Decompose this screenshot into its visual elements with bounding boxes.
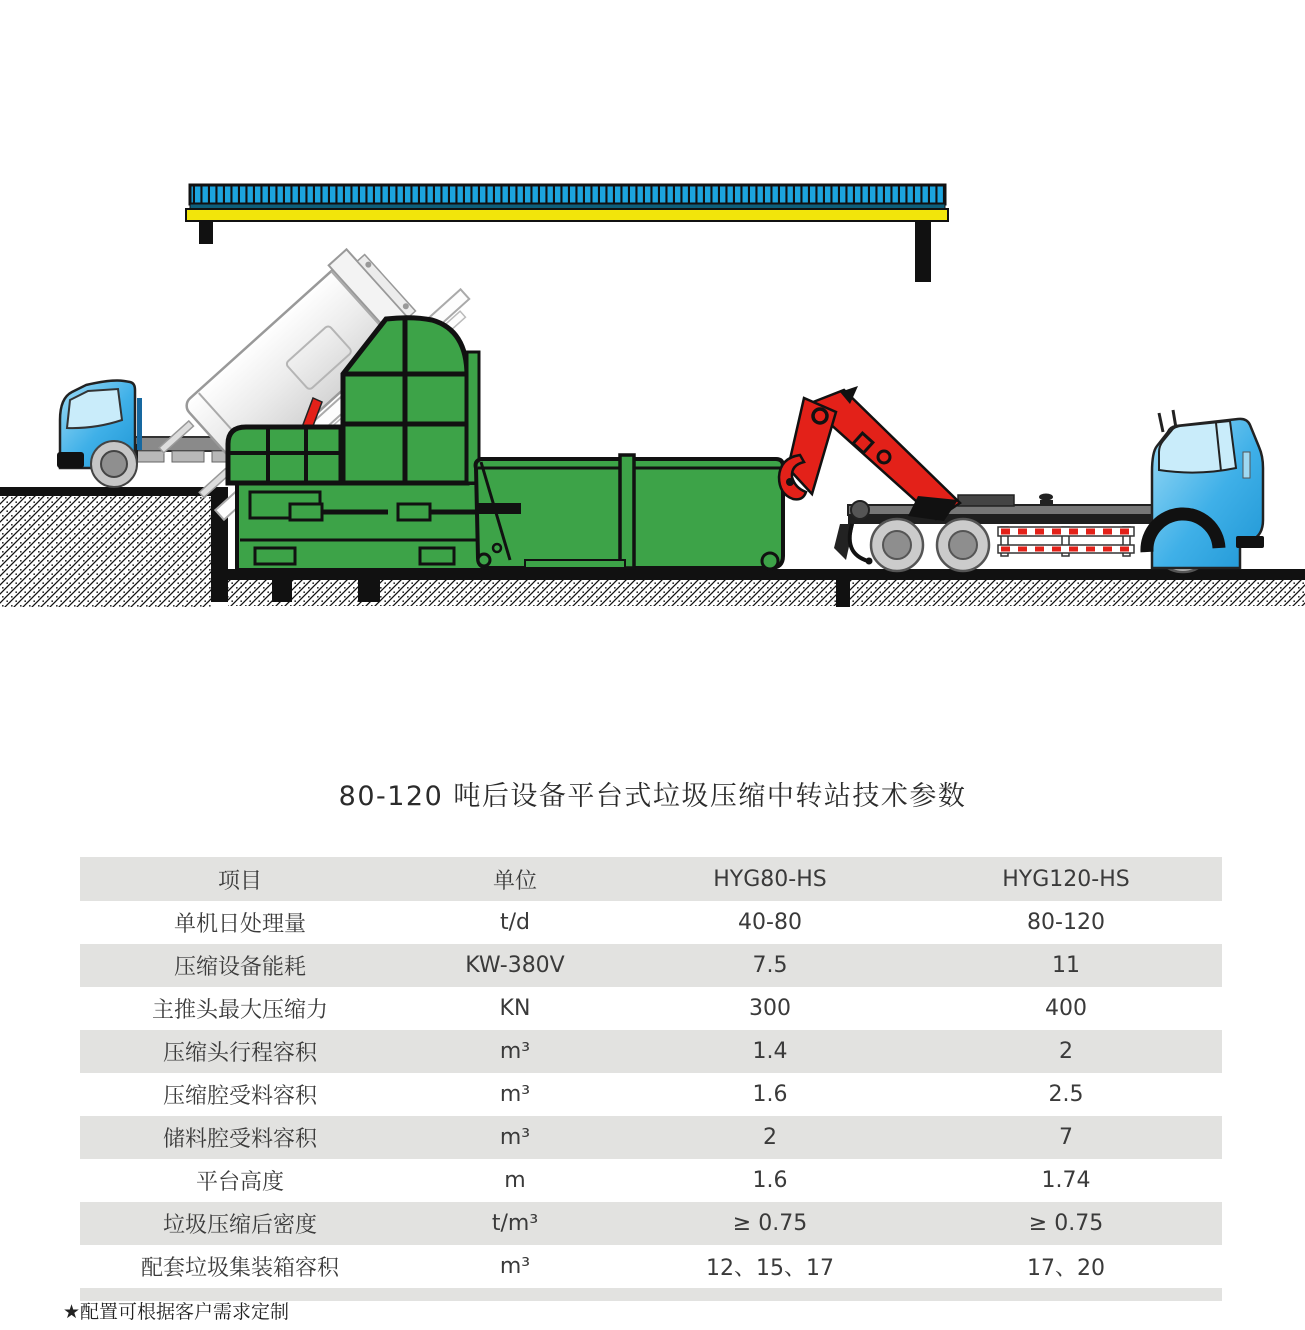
cab-step	[1236, 536, 1264, 548]
header-hyg120: HYG120-HS	[1002, 866, 1130, 892]
lower-ground-hatch	[228, 580, 1305, 606]
canopy	[186, 185, 948, 282]
table-body	[80, 901, 1222, 1288]
param-name: 主推头最大压缩力	[151, 998, 328, 1023]
value-hyg80: 300	[749, 996, 791, 1021]
footnote: ★配置可根据客户需求定制	[63, 1301, 290, 1323]
chassis-knob	[1040, 500, 1053, 506]
roller-box	[420, 548, 454, 564]
value-hyg120: 2.5	[1048, 1082, 1084, 1107]
table-row	[80, 1159, 1222, 1202]
value-hyg80: 40-80	[738, 910, 802, 935]
machine-foot-right	[358, 580, 380, 602]
canopy-left-post	[199, 221, 213, 244]
value-hyg120: 17、20	[1027, 1256, 1105, 1281]
param-unit: m³	[499, 1082, 531, 1107]
table-row	[80, 1245, 1222, 1288]
canopy-yellow-band	[186, 209, 948, 221]
param-unit: m³	[499, 1254, 531, 1279]
hook-arm	[779, 386, 960, 521]
table-header-row	[80, 857, 1222, 901]
param-unit: m³	[499, 1125, 531, 1150]
value-hyg80: ≥ 0.75	[732, 1211, 808, 1236]
value-hyg80: 1.6	[752, 1168, 788, 1193]
param-unit: m³	[499, 1039, 531, 1064]
skid-rail	[525, 560, 625, 568]
machine-foot-left	[272, 580, 292, 602]
param-unit: t/m³	[491, 1211, 539, 1236]
canopy-right-post	[915, 221, 931, 282]
param-name: 压缩腔受料容积	[162, 1084, 317, 1109]
container-rib	[620, 455, 634, 568]
value-hyg80: 1.6	[752, 1082, 788, 1107]
header-hyg80: HYG80-HS	[713, 866, 827, 892]
hydraulic-cylinder	[398, 504, 430, 520]
param-name: 储料腔受料容积	[162, 1127, 317, 1152]
underbody-box	[172, 451, 204, 462]
container-roller	[478, 554, 490, 566]
table-row	[80, 1202, 1222, 1245]
value-hyg120: 1.74	[1041, 1168, 1091, 1193]
hook-pin	[786, 478, 794, 486]
value-hyg120: ≥ 0.75	[1028, 1211, 1104, 1236]
hook-bar	[477, 503, 521, 514]
exhaust-stack	[137, 398, 142, 450]
hook-link	[788, 398, 836, 494]
value-hyg80: 7.5	[752, 953, 788, 978]
rear-wheel-hub	[949, 531, 977, 559]
canopy-blue-band	[190, 185, 945, 204]
hydraulic-cylinder	[290, 504, 322, 520]
wheel-hub	[101, 451, 127, 477]
subframe-box	[958, 495, 1014, 506]
value-hyg120: 2	[1059, 1039, 1073, 1064]
table-row	[80, 987, 1222, 1030]
param-name: 单机日处理量	[173, 912, 306, 937]
value-hyg120: 80-120	[1027, 910, 1105, 935]
mirror-arm	[1159, 413, 1163, 432]
header-unit: 单位	[492, 868, 537, 894]
spec-table	[80, 857, 1222, 1301]
value-hyg80: 1.4	[752, 1039, 788, 1064]
value-hyg80: 12、15、17	[706, 1256, 834, 1281]
table-row	[80, 1030, 1222, 1073]
param-unit: t/d	[499, 910, 530, 935]
mirror-arm	[1173, 410, 1176, 428]
param-name: 垃圾压缩后密度	[162, 1213, 317, 1238]
rear-wheel-hub	[883, 531, 911, 559]
cab-vent	[1243, 452, 1250, 478]
table-row	[80, 1116, 1222, 1159]
value-hyg120: 7	[1059, 1125, 1073, 1150]
container-roller	[762, 553, 778, 569]
detachable-container	[476, 455, 783, 569]
chassis-knob-top	[1039, 494, 1053, 501]
param-unit: KN	[499, 996, 531, 1021]
platform-hatch	[0, 496, 211, 607]
hydraulic-hose	[850, 524, 868, 561]
param-unit: m	[504, 1168, 526, 1193]
hose-end	[866, 558, 873, 565]
value-hyg120: 11	[1052, 953, 1080, 978]
roller-box	[255, 548, 295, 564]
value-hyg80: 2	[763, 1125, 777, 1150]
param-name: 配套垃圾集装箱容积	[140, 1256, 339, 1281]
table-row	[80, 1073, 1222, 1116]
value-hyg120: 400	[1045, 996, 1087, 1021]
param-name: 平台高度	[195, 1170, 284, 1195]
page-title: 80-120 吨后设备平台式垃圾压缩中转站技术参数	[338, 781, 967, 812]
param-name: 压缩设备能耗	[173, 955, 306, 980]
table-row	[80, 944, 1222, 987]
ground-divider	[836, 569, 850, 607]
platform-surface	[0, 487, 228, 496]
hook-lift-truck	[834, 410, 1264, 572]
chassis-cylinder	[851, 501, 869, 519]
param-unit: KW-380V	[465, 953, 565, 978]
header-item: 项目	[217, 868, 262, 894]
front-bumper	[57, 452, 84, 468]
param-name: 压缩头行程容积	[162, 1041, 317, 1066]
table-row	[80, 901, 1222, 944]
